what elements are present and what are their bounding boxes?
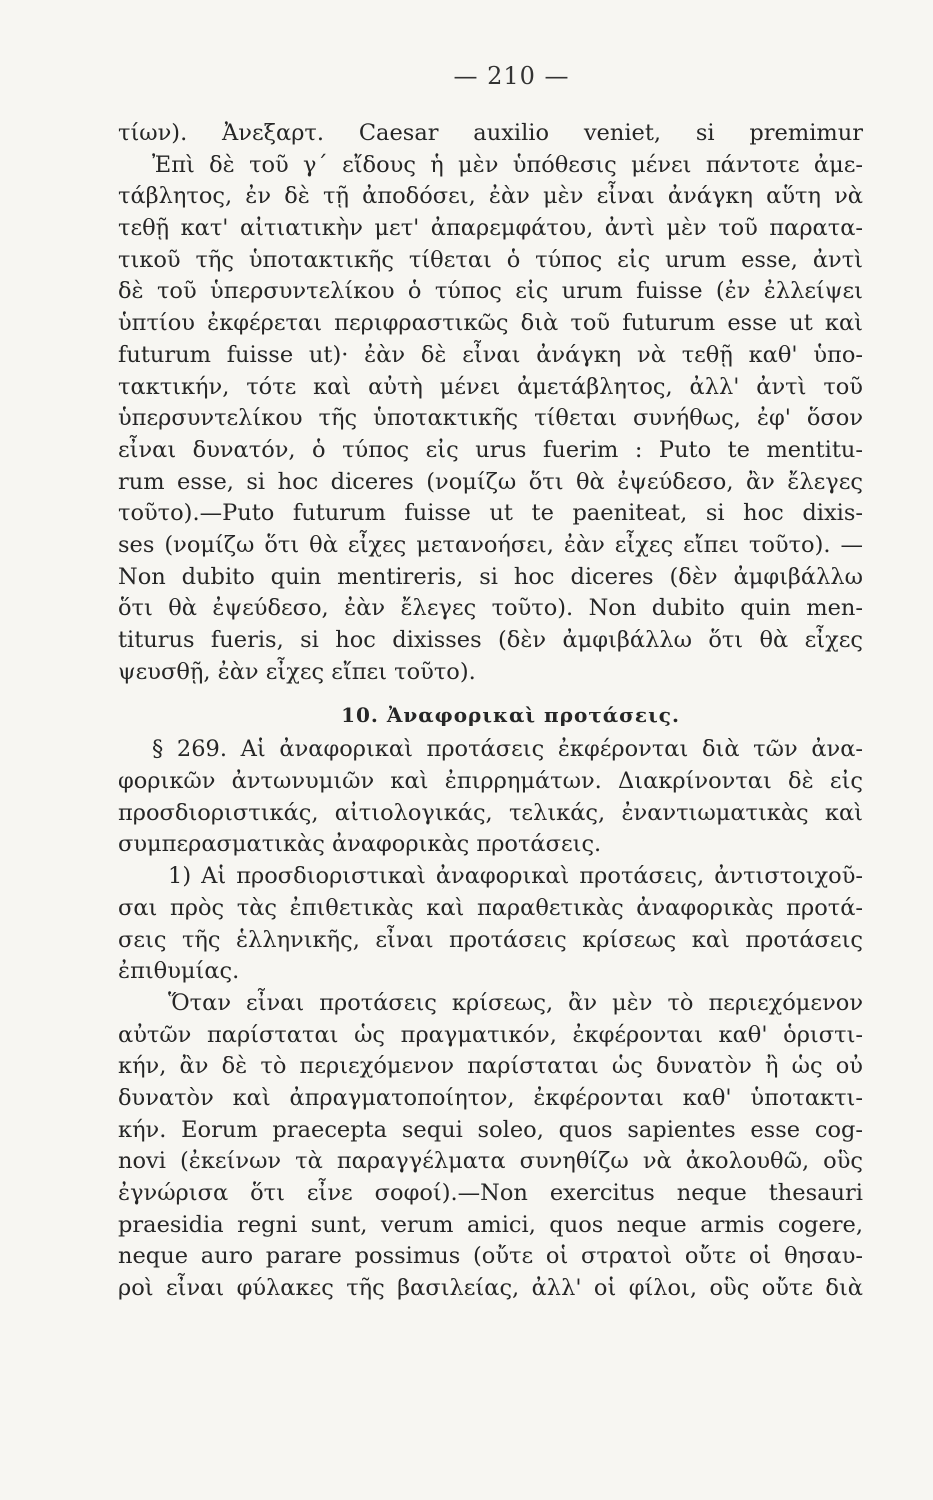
text-line: σαι πρὸς τὰς ἐπιθετικὰς καὶ παραθετικὰς ἀναφορικὰς προτά- xyxy=(118,894,863,921)
text-line: ses (νομίζω ὅτι θὰ εἶχες μετανοήσει, ἐὰν εἶχες εἴπει τοῦτο). — xyxy=(118,531,863,558)
text-line: ὑπτίου ἐκφέρεται περιφραστικῶς διὰ τοῦ futurum esse ut καὶ xyxy=(118,310,863,337)
text-line: κήν, ἂν δὲ τὸ περιεχόμενον παρίσταται ὡς δυνατὸν ἢ ὡς οὐ xyxy=(118,1053,863,1080)
paragraph-judgement xyxy=(118,988,863,1305)
text-line: προσδιοριστικάς, αἰτιολογικάς, τελικάς, ἐναντιωματικὰς καὶ xyxy=(118,799,863,826)
text-line: Non dubito quin mentireris, si hoc diceres (δὲν ἀμφιβάλλω xyxy=(118,563,863,590)
page-number: — 210 — xyxy=(453,62,570,90)
text-line: συμπερασματικὰς ἀναφορικὰς προτάσεις. xyxy=(118,831,602,858)
text-line: ὑπερσυντελίκου τῆς ὑποτακτικῆς τίθεται συνήθως, ἐφ' ὅσον xyxy=(118,405,863,432)
text-line: novi (ἐκείνων τὰ παραγγέλματα συνηθίζω νὰ ἀκολουθῶ, οὓς xyxy=(118,1148,863,1175)
text-line: titurus fueris, si hoc dixisses (δὲν ἀμφιβάλλω ὅτι θὰ εἶχες xyxy=(118,627,863,653)
text-line: φορικῶν ἀντωνυμιῶν καὶ ἐπιρρημάτων. Διακρίνονται δὲ εἰς xyxy=(118,768,863,795)
text-line: praesidia regni sunt, verum amici, quos neque armis cogere, xyxy=(118,1211,863,1238)
text-line: τοῦτο).—Puto futurum fuisse ut te paeniteat, si hoc dixis- xyxy=(118,500,863,527)
text-line: neque auro parare possimus (οὔτε οἱ στρατοὶ οὔτε οἱ θησαυ- xyxy=(118,1243,863,1270)
body-text xyxy=(118,118,863,1305)
text-line: § 269. Αἱ ἀναφορικαὶ προτάσεις ἐκφέρονται διὰ τῶν ἀνα- xyxy=(152,736,863,763)
text-line: τάβλητος, ἐν δὲ τῇ ἀποδόσει, ἐὰν μὲν εἶναι ἀνάγκη αὕτη νὰ xyxy=(118,183,863,210)
text-line: κήν. Eorum praecepta sequi soleo, quos sapientes esse cog- xyxy=(118,1116,863,1143)
text-line: αὐτῶν παρίσταται ὡς πραγματικόν, ἐκφέρονται καθ' ὁριστι- xyxy=(118,1021,863,1048)
text-line: δὲ τοῦ ὑπερσυντελίκου ὁ τύπος εἰς urum fuisse (ἐν ἐλλείψει xyxy=(118,278,863,305)
text-line: Ἐπὶ δὲ τοῦ γ΄ εἴδους ἡ μὲν ὑπόθεσις μένει πάντοτε ἀμε- xyxy=(152,151,863,178)
paragraph-conditional xyxy=(118,118,863,688)
text-line: ροὶ εἶναι φύλακες τῆς βασιλείας, ἀλλ' οἱ φίλοι, οὓς οὔτε διὰ xyxy=(118,1275,863,1302)
text-line: Ὅταν εἶναι προτάσεις κρίσεως, ἂν μὲν τὸ περιεχόμενον xyxy=(168,989,863,1016)
text-line: ἐγνώρισα ὅτι εἶνε σοφοί).—Non exercitus neque thesauri xyxy=(118,1180,863,1206)
text-line: 1) Αἱ προσδιοριστικαὶ ἀναφορικαὶ προτάσεις, ἀντιστοιχοῦ- xyxy=(168,863,863,890)
text-line: ὅτι θὰ ἐψεύδεσο, ἐὰν ἔλεγες τοῦτο). Non dubito quin men- xyxy=(118,595,863,622)
text-line: εἶναι δυνατόν, ὁ τύπος εἰς urus fuerim : Puto te mentitu- xyxy=(118,436,863,463)
text-line: τικοῦ τῆς ὑποτακτικῆς τίθεται ὁ τύπος εἰς urum esse, ἀντὶ xyxy=(118,246,863,273)
text-line: τίων). Ἀνεξαρτ. Caesar auxilio veniet, si premimur xyxy=(118,120,863,146)
text-line: ψευσθῇ, ἐὰν εἶχες εἴπει τοῦτο). xyxy=(118,658,476,685)
text-line: rum esse, si hoc diceres (νομίζω ὅτι θὰ ἐψεύδεσο, ἂν ἔλεγες xyxy=(118,468,863,495)
paragraph-determinative xyxy=(118,861,863,988)
text-line: σεις τῆς ἑλληνικῆς, εἶναι προτάσεις κρίσεως καὶ προτάσεις xyxy=(118,926,863,953)
text-line: futurum fuisse ut)· ἐὰν δὲ εἶναι ἀνάγκη νὰ τεθῇ καθ' ὑπο- xyxy=(118,341,863,368)
section-heading: 10. Ἀναφορικαὶ προτάσεις. xyxy=(341,703,680,728)
text-line: δυνατὸν καὶ ἀπραγματοποίητον, ἐκφέρονται καθ' ὑποτακτι- xyxy=(118,1084,863,1111)
text-line: ἐπιθυμίας. xyxy=(118,958,240,985)
text-line: τεθῇ κατ' αἰτιατικὴν μετ' ἀπαρεμφάτου, ἀντὶ μὲν τοῦ παρατα- xyxy=(118,215,863,242)
text-line: τακτικήν, τότε καὶ αὐτὴ μένει ἀμετάβλητος, ἀλλ' ἀντὶ τοῦ xyxy=(118,373,863,400)
paragraph-269 xyxy=(118,734,863,861)
